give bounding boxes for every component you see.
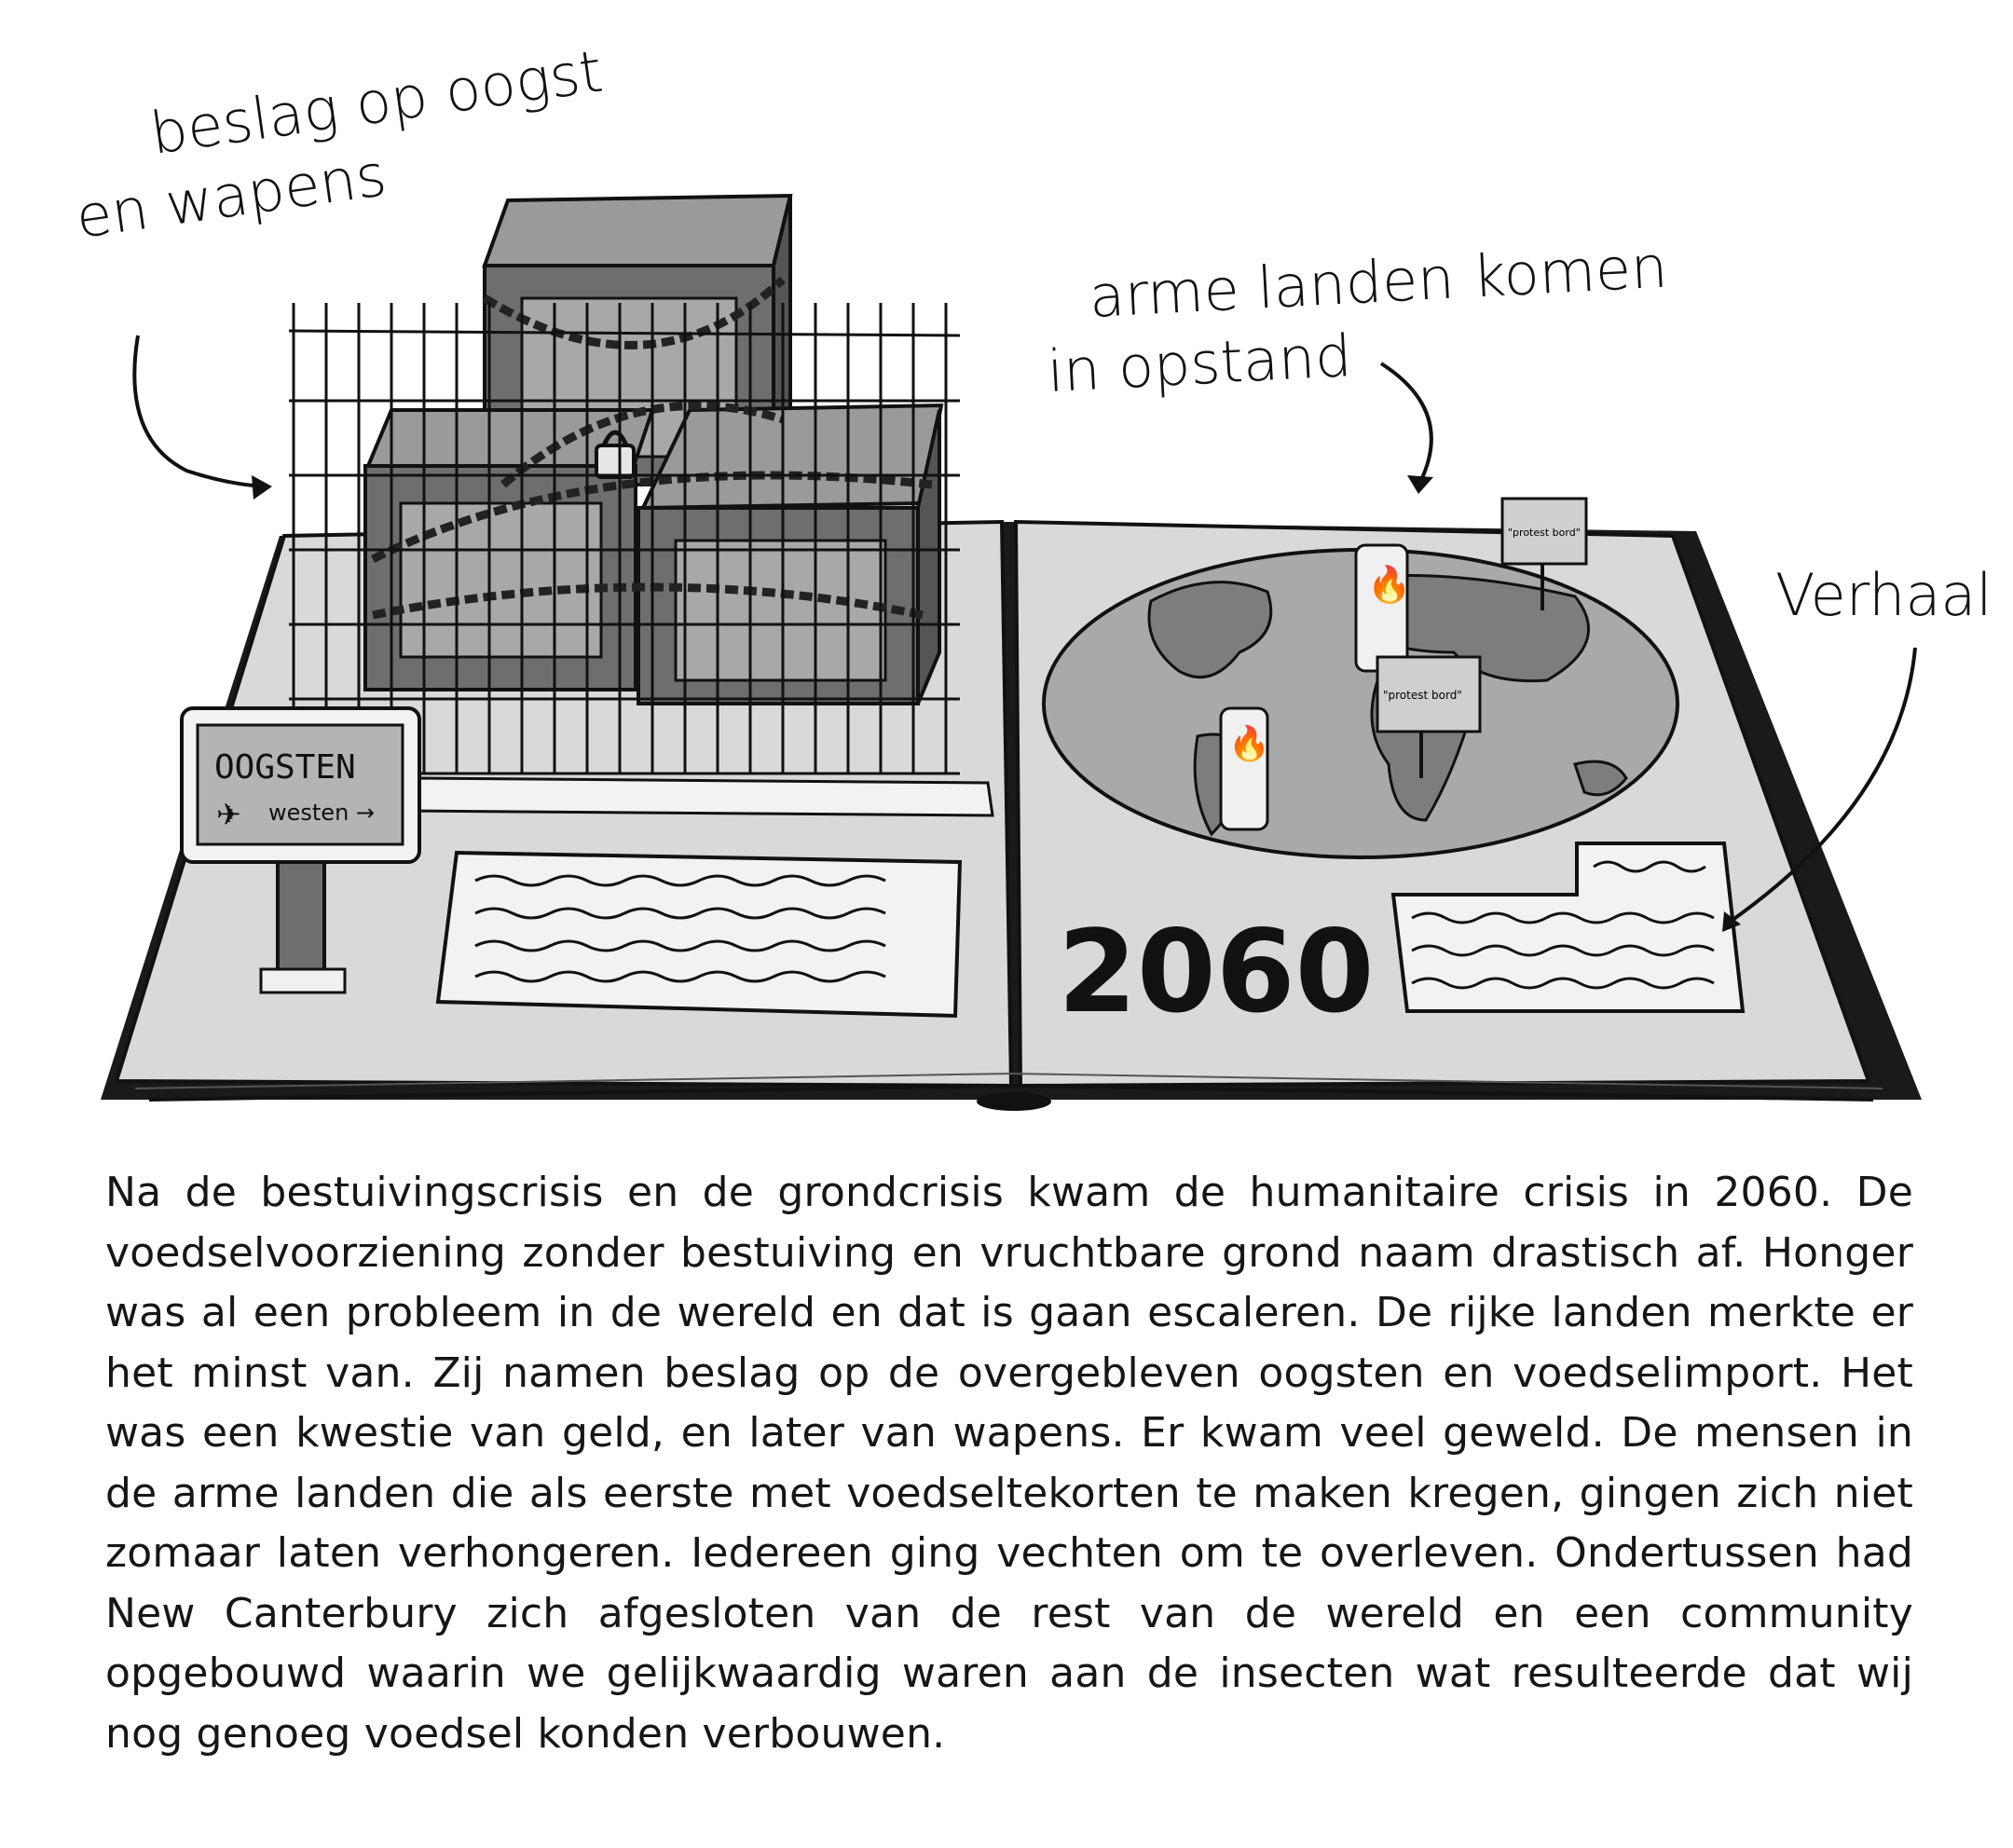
arrow-icon (134, 335, 266, 486)
left-page-card (438, 853, 960, 1016)
placard-top: "protest bord" (1508, 527, 1581, 539)
torch-icon: 🔥 (1228, 725, 1270, 762)
torch-icon: 🔥 (1367, 566, 1412, 605)
protest-note-line1: arme landen komen (1087, 232, 1670, 331)
crates-note-line2: en wapens (71, 140, 390, 252)
crates-note-line1: beslag op oogst (145, 36, 607, 168)
year-label: 2060 (1058, 906, 1375, 1038)
protest-note-line2: in opstand (1045, 321, 1354, 405)
story-paragraph: Na de bestuivingscrisis en de grondcrisis kwam de humanitaire crisis in 2060. De voedselvoorziening zonder bestuiving en vruchtbare grond naam drastisch af. Honger was al een probleem in de wereld en dat is gaan escaleren. De rijke landen merkte er het minst van. Zij namen beslag op de overgebleven oogsten en voedselimport. Het was een kwestie van geld, en later van wapens. Er kwam veel geweld. De mensen in de arme landen die als eerste met voedseltekorten te maken kregen, gingen zich niet zomaar laten verhongeren. Iedereen ging vechten om te overleven. Ondertussen had New Canterbury zich afgesloten van de rest van de wereld en een community opgebouwd waarin we gelijkwaardig waren aan de insecten wat resulteerde dat wij nog genoeg voedsel konden verbouwen. (105, 1169, 1913, 1758)
arrow-icon (1381, 363, 1431, 480)
sign-title: OOGSTEN (214, 748, 356, 787)
placard-middle: "protest bord" (1383, 689, 1462, 702)
airplane-icon: ✈ (216, 798, 241, 831)
sign-direction: westen → (268, 800, 376, 826)
padlock-icon (596, 445, 634, 477)
story-note: Verhaal (1775, 561, 1992, 629)
